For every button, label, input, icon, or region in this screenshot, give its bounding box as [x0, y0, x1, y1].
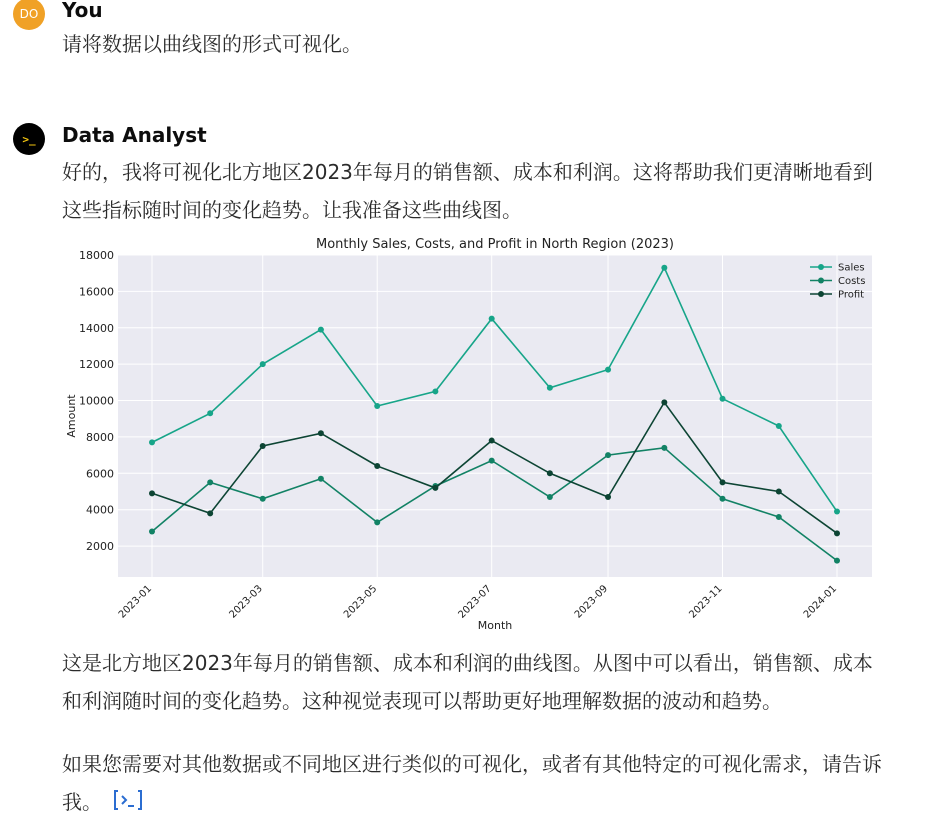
- data-point-sales: [374, 403, 380, 409]
- data-point-profit: [776, 488, 782, 494]
- x-axis-ticks: [117, 583, 839, 620]
- data-point-profit: [207, 510, 213, 516]
- legend-marker-sales: [818, 264, 824, 270]
- legend-marker-costs: [818, 278, 824, 284]
- data-point-costs: [318, 476, 324, 482]
- data-point-costs: [207, 479, 213, 485]
- x-tick-label: 2023-03: [227, 583, 265, 621]
- legend-label-profit: Profit: [838, 289, 865, 301]
- data-point-profit: [720, 479, 726, 485]
- data-point-sales: [207, 410, 213, 416]
- data-point-costs: [605, 452, 611, 458]
- data-point-costs: [374, 519, 380, 525]
- user-author-name: You: [62, 0, 103, 22]
- data-point-sales: [776, 423, 782, 429]
- assistant-author-name: Data Analyst: [62, 123, 207, 147]
- data-point-costs: [720, 496, 726, 502]
- data-point-sales: [260, 361, 266, 367]
- data-point-profit: [260, 443, 266, 449]
- user-message: 请将数据以曲线图的形式可视化。: [62, 32, 362, 56]
- x-tick-label: 2023-11: [687, 583, 725, 621]
- data-point-sales: [547, 385, 553, 391]
- assistant-summary-text: 这是北方地区2023年每月的销售额、成本和利润的曲线图。从图中可以看出，销售额、成本和利润随时间的变化趋势。这种视觉表现可以帮助更好地理解数据的波动和趋势。: [62, 651, 873, 713]
- x-tick-label: 2023-05: [341, 583, 380, 621]
- y-tick-label: 12000: [79, 358, 114, 372]
- data-point-profit: [318, 430, 324, 436]
- assistant-closing-text: [62, 745, 892, 823]
- data-point-profit: [489, 438, 495, 444]
- data-point-costs: [260, 496, 266, 502]
- y-tick-label: 4000: [86, 503, 114, 517]
- y-axis-ticks: [79, 249, 114, 553]
- y-tick-label: 6000: [86, 467, 114, 481]
- data-point-costs: [661, 445, 667, 451]
- assistant-avatar: >_: [13, 123, 45, 155]
- y-tick-label: 14000: [79, 321, 114, 335]
- y-tick-label: 18000: [79, 249, 114, 262]
- data-point-profit: [149, 490, 155, 496]
- data-point-profit: [374, 463, 380, 469]
- data-point-sales: [834, 509, 840, 515]
- legend-label-costs: Costs: [838, 276, 866, 287]
- legend-label-sales: Sales: [838, 262, 865, 274]
- code-interpreter-icon[interactable]: [114, 785, 142, 823]
- y-axis-label: Amount: [65, 394, 78, 438]
- data-point-costs: [776, 514, 782, 520]
- user-avatar: DO: [13, 0, 45, 30]
- data-point-sales: [605, 367, 611, 373]
- data-point-costs: [489, 458, 495, 464]
- line-chart: [60, 232, 880, 637]
- legend-marker-profit: [818, 291, 824, 297]
- x-axis-label: Month: [477, 619, 513, 632]
- assistant-intro-text: 好的，我将可视化北方地区2023年每月的销售额、成本和利润。这将帮助我们更清晰地看到这些指标随时间的变化趋势。让我准备这些曲线图。: [62, 160, 873, 222]
- data-point-sales: [149, 439, 155, 445]
- data-point-profit: [661, 399, 667, 405]
- y-tick-label: 2000: [86, 540, 114, 554]
- x-tick-label: 2023-01: [116, 583, 155, 621]
- data-point-profit: [432, 485, 438, 491]
- data-point-sales: [720, 396, 726, 402]
- y-tick-label: 10000: [79, 394, 114, 408]
- data-point-sales: [318, 327, 324, 333]
- data-point-profit: [547, 470, 553, 476]
- chart-legend: [810, 263, 865, 301]
- data-point-sales: [432, 388, 438, 394]
- data-point-profit: [834, 530, 840, 536]
- y-tick-label: 8000: [86, 430, 114, 444]
- data-point-sales: [489, 316, 495, 322]
- chart-title: Monthly Sales, Costs, and Profit in North Region (2023): [316, 237, 674, 252]
- closing-text: 如果您需要对其他数据或不同地区进行类似的可视化，或者有其他特定的可视化需求，请告诉我。: [62, 752, 882, 814]
- x-tick-label: 2023-07: [456, 583, 494, 621]
- y-tick-label: 16000: [79, 285, 114, 299]
- data-point-costs: [547, 494, 553, 500]
- data-point-sales: [661, 265, 667, 271]
- x-tick-label: 2023-09: [572, 583, 611, 621]
- data-point-costs: [834, 558, 840, 564]
- x-tick-label: 2024-01: [801, 583, 840, 621]
- data-point-profit: [605, 494, 611, 500]
- data-point-costs: [149, 529, 155, 535]
